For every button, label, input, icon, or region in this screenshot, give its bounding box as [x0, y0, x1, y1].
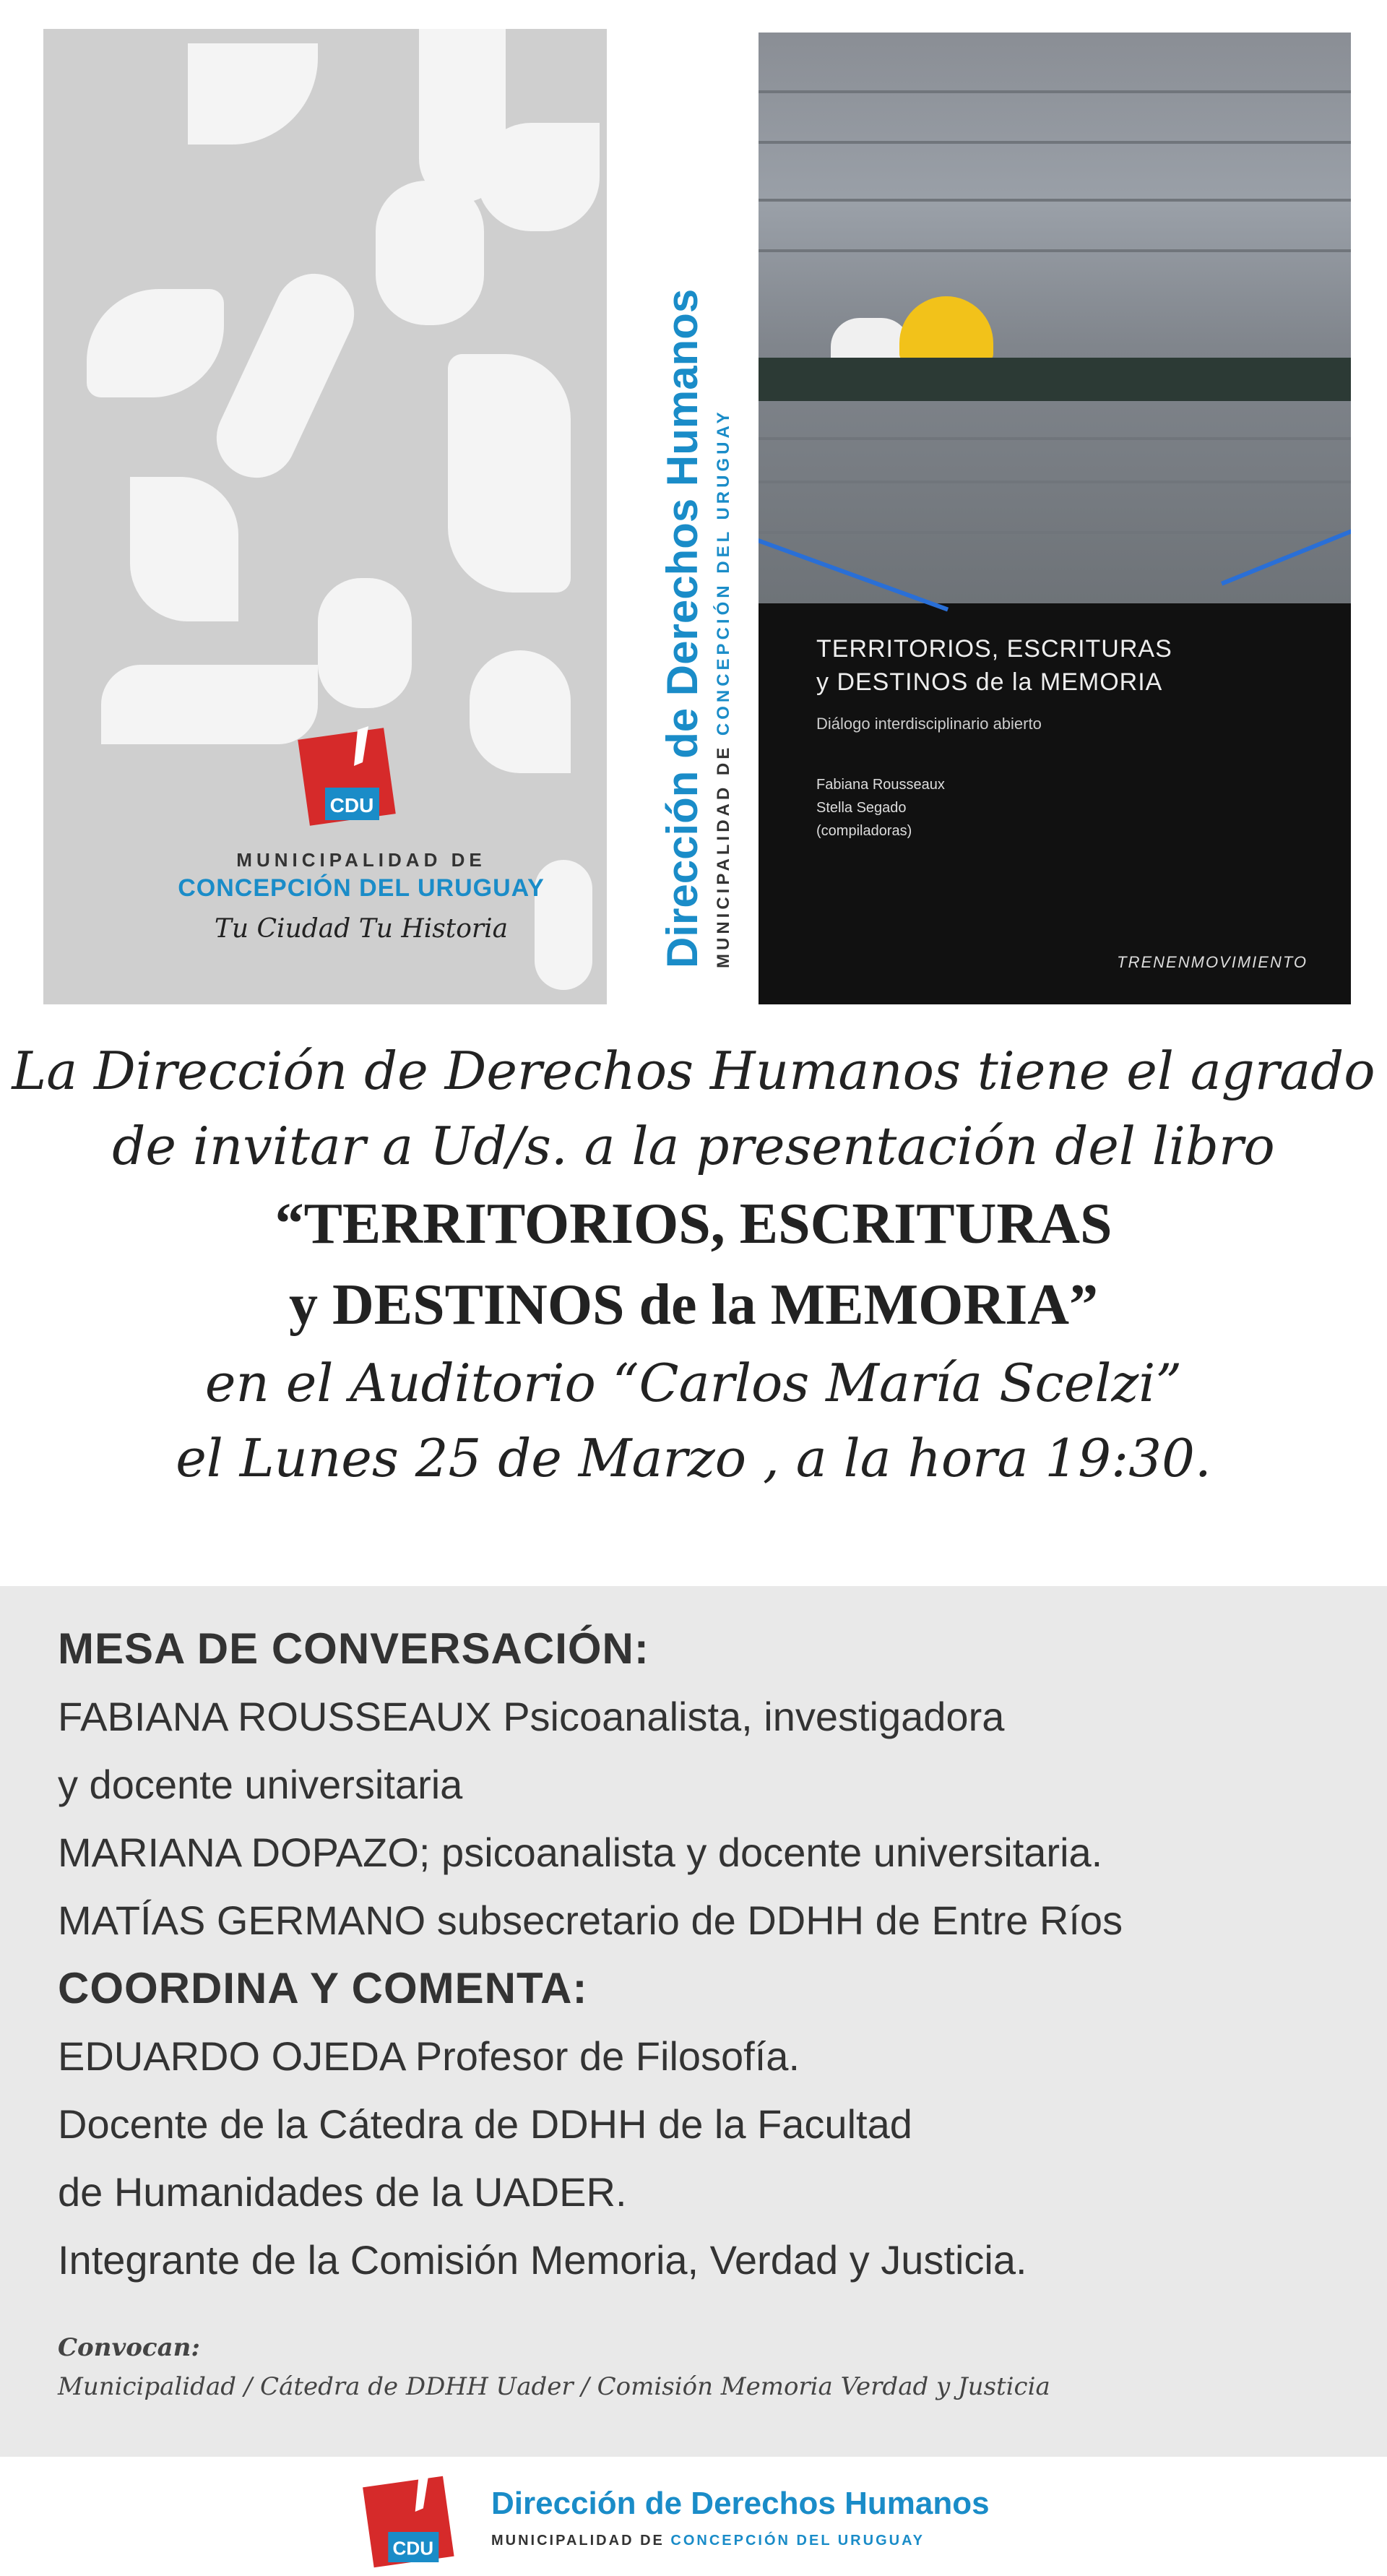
book-cover-text [816, 632, 1322, 843]
cdu-logo-icon [296, 723, 405, 831]
invitation-line-2: de invitar a Ud/s. a la presentación del libro [112, 1116, 1275, 1176]
book-author-1: Fabiana Rousseaux [816, 777, 945, 793]
decorative-shape [204, 261, 367, 491]
decorative-shape [376, 181, 484, 325]
book-author-2: Stella Segado [816, 800, 907, 816]
municipality-city: CONCEPCIÓN DEL URUGUAY [178, 874, 545, 902]
invitation-text [0, 1033, 1387, 1575]
decorative-shape [477, 123, 600, 231]
book-author-role: (compiladoras) [816, 823, 912, 839]
footer [0, 2457, 1387, 2576]
decorative-shape [130, 477, 238, 621]
convocan-label: Convocan: [58, 2333, 200, 2362]
decorative-shape [470, 650, 571, 773]
footer-title: Dirección de Derechos Humanos [491, 2486, 990, 2521]
book-title [816, 632, 1322, 699]
municipality-label: MUNICIPALIDAD DE [236, 849, 486, 871]
footer-sub-city: CONCEPCIÓN DEL URUGUAY [670, 2533, 925, 2549]
concrete-beam [759, 358, 1351, 401]
footer-sub-prefix: MUNICIPALIDAD DE [491, 2533, 665, 2549]
vertical-title [650, 29, 744, 1004]
vertical-title-main: Dirección de Derechos Humanos [658, 288, 707, 968]
footer-logo-text: CDU [392, 2537, 434, 2559]
decorative-shape [101, 665, 318, 744]
decorative-shape [318, 578, 412, 708]
header-banner [0, 0, 1387, 1026]
hard-hat-icon [899, 296, 993, 361]
rebar-line [1221, 527, 1351, 585]
book-subtitle: Diálogo interdisciplinario abierto [816, 715, 1042, 733]
book-authors [816, 773, 1322, 843]
convocan-list: Municipalidad / Cátedra de DDHH Uader / Comisión Memoria Verdad y Justicia [58, 2372, 1050, 2401]
speaker-line: MARIANA DOPAZO; psicoanalista y docente universitaria. [58, 1830, 1103, 1875]
cdu-logo-text: CDU [329, 794, 374, 817]
coordinator-line: EDUARDO OJEDA Profesor de Filosofía. [58, 2033, 800, 2079]
invitation-line-1: La Dirección de Derechos Humanos tiene el agrado [12, 1041, 1375, 1101]
rebar-line [759, 538, 949, 611]
coordinator-line: Integrante de la Comisión Memoria, Verdad y Justicia. [58, 2237, 1027, 2283]
footer-subtitle [491, 2533, 925, 2549]
invitation-date-time: el Lunes 25 de Marzo , a la hora 19:30. [176, 1428, 1211, 1489]
speaker-line: MATÍAS GERMANO subsecretario de DDHH de Entre Ríos [58, 1897, 1123, 1943]
cdu-footer-logo-icon [361, 2471, 462, 2572]
decorative-shape [448, 354, 571, 593]
coordinator-line: Docente de la Cátedra de DDHH de la Facultad [58, 2101, 912, 2147]
invitation-book-title-2: y DESTINOS de la MEMORIA” [288, 1273, 1099, 1337]
book-cover-photo [759, 33, 1351, 603]
coordina-heading: COORDINA Y COMENTA: [58, 1964, 588, 2012]
mesa-heading: MESA DE CONVERSACIÓN: [58, 1624, 649, 1673]
vertical-sub-prefix: MUNICIPALIDAD DE [714, 744, 733, 968]
decorative-shape [87, 289, 224, 397]
invitation-venue: en el Auditorio “Carlos María Scelzi” [204, 1353, 1183, 1413]
panel-speakers [0, 1586, 1387, 2457]
convocan-block [58, 2330, 1358, 2408]
coordinator-line: de Humanidades de la UADER. [58, 2169, 627, 2215]
book-publisher: TRENENMOVIMIENTO [1117, 953, 1308, 971]
decorative-shape [188, 43, 318, 145]
book-title-line1: TERRITORIOS, ESCRITURAS [816, 635, 1172, 663]
invitation-book-title-1: “TERRITORIOS, ESCRITURAS [275, 1192, 1112, 1256]
speaker-line: y docente universitaria [58, 1762, 463, 1807]
book-title-line2: y DESTINOS de la MEMORIA [816, 668, 1163, 696]
book-cover [759, 33, 1351, 1004]
vertical-sub-city: CONCEPCIÓN DEL URUGUAY [714, 408, 733, 736]
vertical-title-sub [714, 29, 734, 968]
municipality-slogan: Tu Ciudad Tu Historia [214, 914, 509, 944]
speaker-line: FABIANA ROUSSEAUX Psicoanalista, investigadora [58, 1694, 1005, 1739]
